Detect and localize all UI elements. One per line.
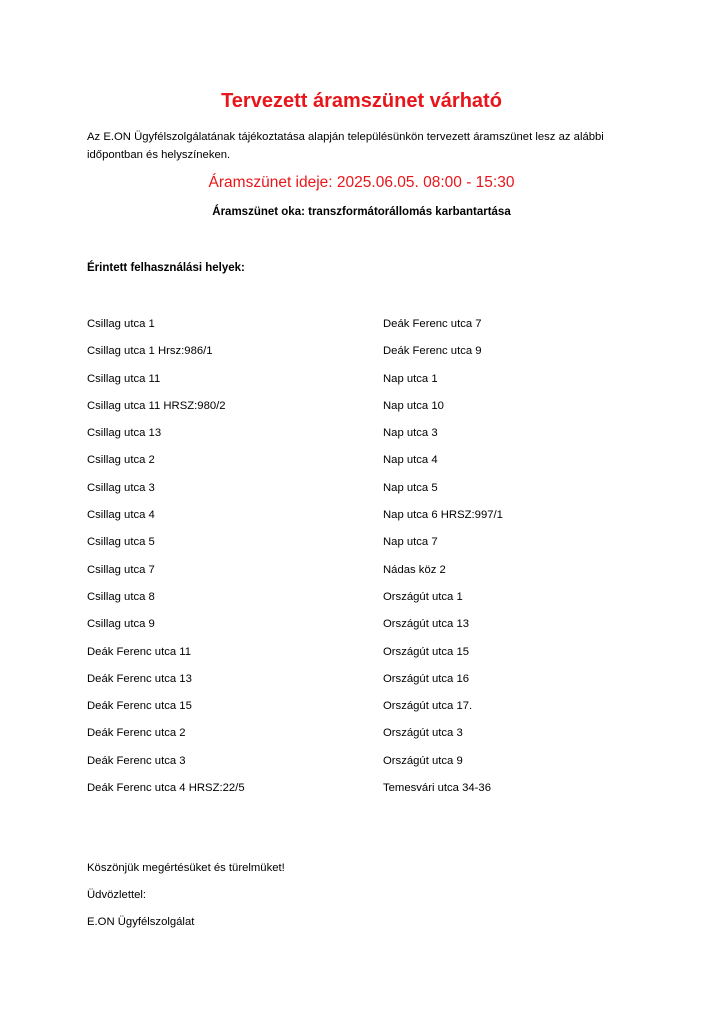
location-item: Deák Ferenc utca 11 <box>87 645 192 658</box>
location-item: Deák Ferenc utca 7 <box>383 318 482 330</box>
location-item: Nádas köz 2 <box>383 563 446 576</box>
outage-time: Áramszünet ideje: 2025.06.05. 08:00 - 15:30 <box>208 174 515 191</box>
location-item: Nap utca 10 <box>383 399 444 412</box>
notice-title: Tervezett áramszünet várható <box>221 90 502 112</box>
location-item: Deák Ferenc utca 4 HRSZ:22/5 <box>87 782 245 795</box>
location-item: Deák Ferenc utca 9 <box>383 345 482 358</box>
signature-text: E.ON Ügyfélszolgálat <box>87 916 195 928</box>
location-item: Országút utca 16 <box>383 672 470 685</box>
location-item: Csillag utca 4 <box>87 509 155 522</box>
location-item: Országút utca 13 <box>383 618 470 631</box>
location-item: Csillag utca 2 <box>87 454 155 467</box>
location-item: Országút utca 3 <box>383 727 463 740</box>
location-item: Országút utca 17. <box>383 700 473 713</box>
location-item: Csillag utca 7 <box>87 563 155 576</box>
locations-right-column <box>383 316 503 807</box>
location-item: Temesvári utca 34-36 <box>383 782 491 795</box>
location-item: Csillag utca 1 Hrsz:986/1 <box>87 345 213 358</box>
location-item: Csillag utca 9 <box>87 618 155 631</box>
location-item: Nap utca 1 <box>383 372 438 385</box>
location-item: Csillag utca 1 <box>87 318 155 330</box>
location-item: Deák Ferenc utca 13 <box>87 672 192 685</box>
location-item: Nap utca 6 HRSZ:997/1 <box>383 509 503 522</box>
location-item: Csillag utca 11 <box>87 372 161 385</box>
location-item: Csillag utca 3 <box>87 481 155 494</box>
location-item: Csillag utca 13 <box>87 427 162 440</box>
location-item: Deák Ferenc utca 2 <box>87 727 186 740</box>
intro-paragraph: Az E.ON Ügyfélszolgálatának tájékoztatása alapján településünkön tervezett áramszünet lesz az alábbi időpontban és helyszíneken. <box>87 131 604 161</box>
location-item: Országút utca 9 <box>383 754 463 767</box>
location-item: Deák Ferenc utca 15 <box>87 700 192 713</box>
location-item: Nap utca 3 <box>383 427 438 440</box>
location-item: Nap utca 4 <box>383 454 438 467</box>
greeting-text: Üdvözlettel: <box>87 889 147 901</box>
thanks-text: Köszönjük megértésüket és türelmüket! <box>87 862 285 874</box>
location-item: Csillag utca 8 <box>87 590 155 603</box>
outage-reason: Áramszünet oka: transzformátorállomás karbantartása <box>212 206 511 218</box>
location-item: Deák Ferenc utca 3 <box>87 754 186 767</box>
location-item: Csillag utca 11 HRSZ:980/2 <box>87 399 226 412</box>
affected-locations-heading: Érintett felhasználási helyek: <box>87 262 245 274</box>
locations-left-column <box>87 316 245 807</box>
location-item: Nap utca 5 <box>383 481 438 494</box>
location-item: Csillag utca 5 <box>87 536 155 549</box>
location-item: Nap utca 7 <box>383 536 438 549</box>
location-item: Országút utca 1 <box>383 590 463 603</box>
location-item: Országút utca 15 <box>383 645 470 658</box>
